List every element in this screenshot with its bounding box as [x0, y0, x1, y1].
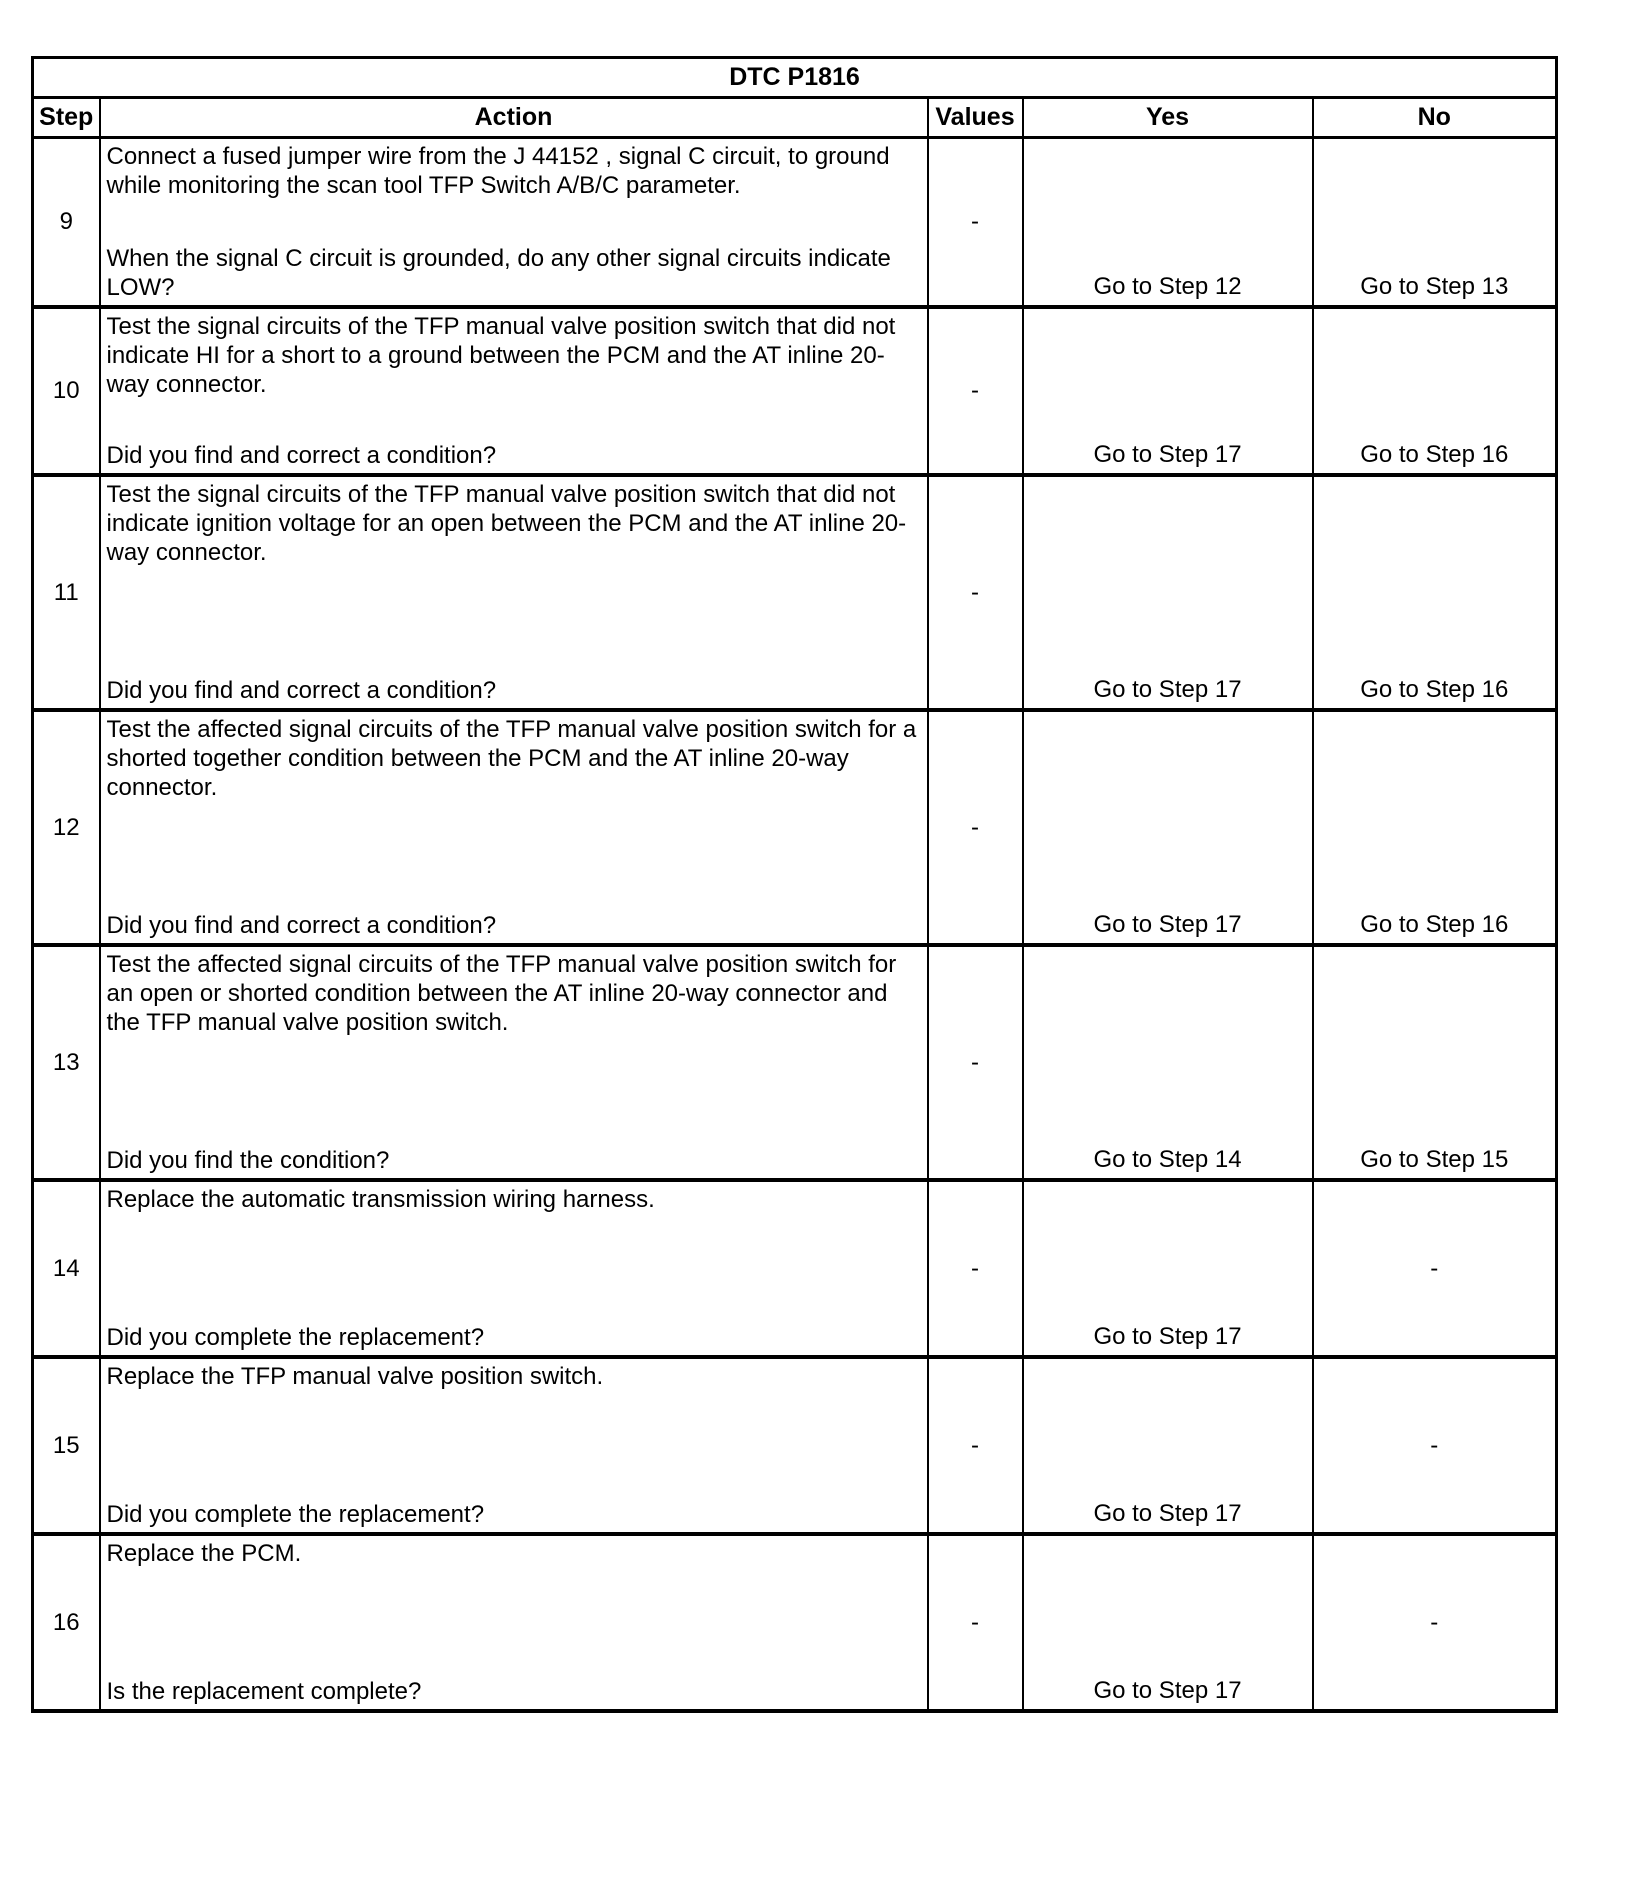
step-number: 13 — [33, 945, 100, 1180]
no-cell: Go to Step 13 — [1313, 138, 1557, 308]
action-question: When the signal C circuit is grounded, do any other signal circuits indicate LOW? — [106, 245, 891, 301]
action-question: Did you find the condition? — [106, 1147, 390, 1174]
no-cell: - — [1313, 1534, 1557, 1711]
table-title: DTC P1816 — [33, 58, 1557, 98]
step-number: 14 — [33, 1180, 100, 1357]
action-cell — [100, 1357, 928, 1534]
step-number: 9 — [33, 138, 100, 308]
action-cell — [100, 1180, 928, 1357]
action-cell — [100, 945, 928, 1180]
action-instruction: Replace the TFP manual valve position switch. — [106, 1363, 604, 1390]
header-values: Values — [928, 98, 1023, 138]
no-cell: - — [1313, 1357, 1557, 1534]
action-instruction: Test the affected signal circuits of the TFP manual valve position switch for an open or shorted condition between the AT inline 20-way connector and the TFP manual valve position switch. — [106, 951, 897, 1036]
values-cell: - — [928, 1357, 1023, 1534]
action-cell — [100, 1534, 928, 1711]
step-number: 12 — [33, 710, 100, 945]
action-question: Did you complete the replacement? — [106, 1324, 485, 1351]
header-yes: Yes — [1023, 98, 1313, 138]
table-row — [33, 1534, 1557, 1711]
values-cell: - — [928, 710, 1023, 945]
table-row — [33, 475, 1557, 710]
action-instruction: Test the signal circuits of the TFP manual valve position switch that did not indicate HI for a short to a ground between the PCM and the AT inline 20-way connector. — [106, 313, 896, 398]
action-question: Did you complete the replacement? — [106, 1501, 485, 1528]
table-row — [33, 945, 1557, 1180]
table-row — [33, 710, 1557, 945]
action-question: Did you find and correct a condition? — [106, 677, 497, 704]
action-instruction: Replace the PCM. — [106, 1540, 302, 1567]
action-cell — [100, 710, 928, 945]
no-cell: Go to Step 16 — [1313, 307, 1557, 475]
yes-cell: Go to Step 17 — [1023, 1534, 1313, 1711]
no-cell: Go to Step 15 — [1313, 945, 1557, 1180]
table-row — [33, 1357, 1557, 1534]
values-cell: - — [928, 138, 1023, 308]
yes-cell: Go to Step 17 — [1023, 475, 1313, 710]
action-instruction: Test the signal circuits of the TFP manual valve position switch that did not indicate ignition voltage for an open between the PCM and the AT inline 20-way connector. — [106, 481, 907, 566]
values-cell: - — [928, 1534, 1023, 1711]
values-cell: - — [928, 475, 1023, 710]
values-cell: - — [928, 1180, 1023, 1357]
action-instruction: Test the affected signal circuits of the TFP manual valve position switch for a shorted together condition between the PCM and the AT inline 20-way connector. — [106, 716, 917, 801]
yes-cell: Go to Step 14 — [1023, 945, 1313, 1180]
yes-cell: Go to Step 17 — [1023, 710, 1313, 945]
step-number: 11 — [33, 475, 100, 710]
step-number: 15 — [33, 1357, 100, 1534]
header-row — [33, 98, 1557, 138]
table-row — [33, 307, 1557, 475]
values-cell: - — [928, 945, 1023, 1180]
no-cell: Go to Step 16 — [1313, 710, 1557, 945]
action-instruction: Replace the automatic transmission wiring harness. — [106, 1186, 655, 1213]
action-cell — [100, 475, 928, 710]
values-cell: - — [928, 307, 1023, 475]
yes-cell: Go to Step 17 — [1023, 1357, 1313, 1534]
diagnostic-table — [31, 56, 1558, 1713]
action-question: Did you find and correct a condition? — [106, 912, 497, 939]
action-instruction: Connect a fused jumper wire from the J 44152 , signal C circuit, to ground while monitoring the scan tool TFP Switch A/B/C parameter. — [106, 143, 890, 199]
action-cell — [100, 307, 928, 475]
action-cell — [100, 138, 928, 308]
header-step: Step — [33, 98, 100, 138]
table-row — [33, 1180, 1557, 1357]
no-cell: Go to Step 16 — [1313, 475, 1557, 710]
header-no: No — [1313, 98, 1557, 138]
action-question: Did you find and correct a condition? — [106, 442, 497, 469]
action-question: Is the replacement complete? — [106, 1678, 422, 1705]
yes-cell: Go to Step 12 — [1023, 138, 1313, 308]
no-cell: - — [1313, 1180, 1557, 1357]
yes-cell: Go to Step 17 — [1023, 307, 1313, 475]
step-number: 10 — [33, 307, 100, 475]
header-action: Action — [100, 98, 928, 138]
yes-cell: Go to Step 17 — [1023, 1180, 1313, 1357]
step-number: 16 — [33, 1534, 100, 1711]
table-row — [33, 138, 1557, 308]
